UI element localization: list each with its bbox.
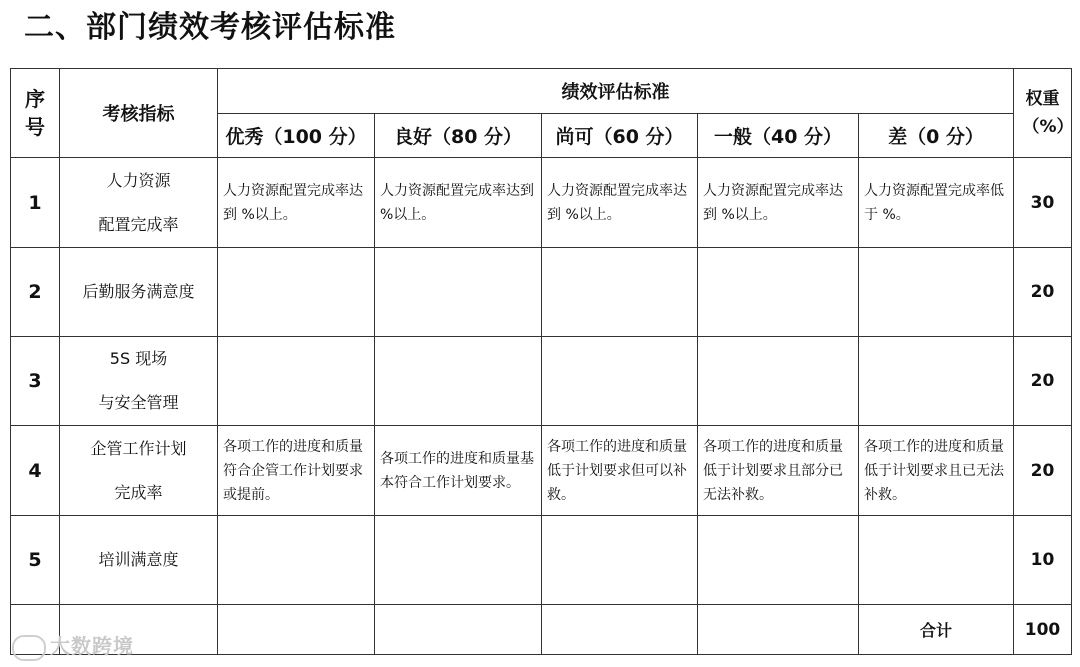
row-indicator: 培训满意度 (60, 516, 218, 605)
criteria-cell: 人力资源配置完成率达到 %以上。 (218, 158, 375, 248)
criteria-cell (698, 516, 859, 605)
header-criteria: 绩效评估标准 (218, 69, 1014, 114)
total-label: 合计 (859, 605, 1014, 655)
row-weight: 30 (1014, 158, 1072, 248)
total-empty-cell (218, 605, 375, 655)
header-seq: 序号 (11, 69, 60, 158)
criteria-cell (542, 516, 698, 605)
criteria-cell (859, 248, 1014, 337)
row-indicator: 人力资源 配置完成率 (60, 158, 218, 248)
level-fair: 尚可（60 分） (542, 114, 698, 158)
criteria-cell (542, 248, 698, 337)
page-title: 二、部门绩效考核评估标准 (24, 10, 396, 45)
performance-table (10, 68, 1072, 655)
criteria-cell: 人力资源配置完成率达到 %以上。 (698, 158, 859, 248)
criteria-cell: 各项工作的进度和质量基本符合工作计划要求。 (375, 426, 542, 516)
criteria-cell (542, 337, 698, 426)
row-weight: 20 (1014, 248, 1072, 337)
row-weight: 20 (1014, 426, 1072, 516)
criteria-cell: 各项工作的进度和质量低于计划要求且部分已无法补救。 (698, 426, 859, 516)
watermark: 大数跨境 (12, 630, 134, 661)
level-good: 良好（80 分） (375, 114, 542, 158)
criteria-cell (859, 516, 1014, 605)
criteria-cell: 各项工作的进度和质量符合企管工作计划要求或提前。 (218, 426, 375, 516)
row-seq: 3 (11, 337, 60, 426)
criteria-cell: 人力资源配置完成率达到 %以上。 (375, 158, 542, 248)
row-seq: 4 (11, 426, 60, 516)
criteria-cell: 各项工作的进度和质量低于计划要求且已无法补救。 (859, 426, 1014, 516)
criteria-cell (859, 337, 1014, 426)
row-indicator: 后勤服务满意度 (60, 248, 218, 337)
total-empty-cell (542, 605, 698, 655)
header-weight: 权重（%） (1014, 69, 1072, 158)
criteria-cell (218, 248, 375, 337)
header-indicator: 考核指标 (60, 69, 218, 158)
level-excellent: 优秀（100 分） (218, 114, 375, 158)
row-seq: 1 (11, 158, 60, 248)
level-average: 一般（40 分） (698, 114, 859, 158)
criteria-cell (698, 248, 859, 337)
table-row (11, 248, 1072, 337)
watermark-logo-icon (12, 635, 46, 661)
total-value: 100 (1014, 605, 1072, 655)
row-weight: 10 (1014, 516, 1072, 605)
table-row (11, 337, 1072, 426)
row-seq: 2 (11, 248, 60, 337)
header-row-1 (11, 69, 1072, 114)
total-empty-cell (375, 605, 542, 655)
criteria-cell: 人力资源配置完成率低于 %。 (859, 158, 1014, 248)
level-poor: 差（0 分） (859, 114, 1014, 158)
criteria-cell (698, 337, 859, 426)
table-row (11, 516, 1072, 605)
criteria-cell (375, 516, 542, 605)
row-seq: 5 (11, 516, 60, 605)
criteria-cell (218, 516, 375, 605)
criteria-cell: 人力资源配置完成率达到 %以上。 (542, 158, 698, 248)
row-indicator: 5S 现场 与安全管理 (60, 337, 218, 426)
criteria-cell (218, 337, 375, 426)
total-row (11, 605, 1072, 655)
row-indicator: 企管工作计划 完成率 (60, 426, 218, 516)
total-empty-cell (698, 605, 859, 655)
row-weight: 20 (1014, 337, 1072, 426)
table-row (11, 158, 1072, 248)
table-row (11, 426, 1072, 516)
criteria-cell: 各项工作的进度和质量低于计划要求但可以补救。 (542, 426, 698, 516)
criteria-cell (375, 337, 542, 426)
criteria-cell (375, 248, 542, 337)
